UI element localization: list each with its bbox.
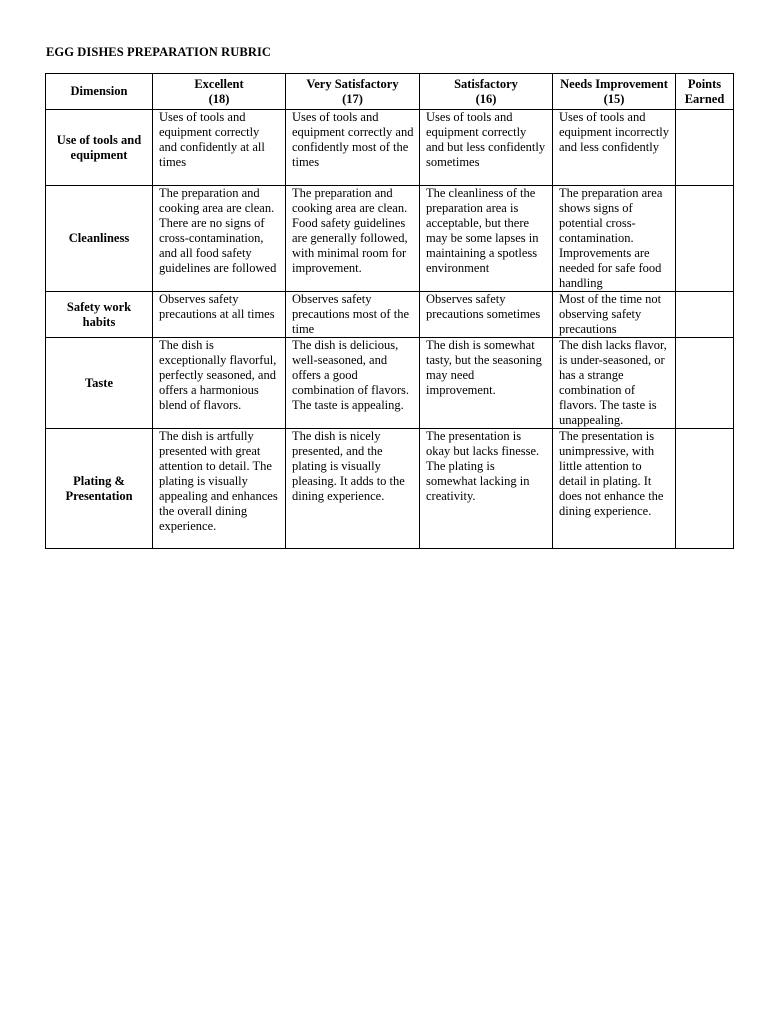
header-excellent: [153, 74, 286, 110]
header-points-earned: [676, 74, 734, 110]
cell-very-satisfactory: The dish is delicious, well-seasoned, and offers a good combination of flavors. The taste is appealing.: [286, 338, 420, 429]
cell-very-satisfactory: Uses of tools and equipment correctly and confidently most of the times: [286, 110, 420, 186]
header-very-satisfactory-label: Very Satisfactory: [306, 76, 399, 91]
cell-needs-improvement: Most of the time not observing safety precautions: [553, 292, 676, 338]
cell-very-satisfactory: The dish is nicely presented, and the plating is visually pleasing. It adds to the dining experience.: [286, 429, 420, 549]
cell-satisfactory: The dish is somewhat tasty, but the seasoning may need improvement.: [420, 338, 553, 429]
header-excellent-label: Excellent: [194, 76, 244, 91]
rubric-table: [45, 73, 734, 549]
table-row: [46, 292, 734, 338]
header-dimension-label: Dimension: [70, 84, 128, 98]
cell-points-earned: [676, 186, 734, 292]
row-dimension: Taste: [46, 338, 153, 429]
table-header-row: [46, 74, 734, 110]
table-row: [46, 338, 734, 429]
page-title: EGG DISHES PREPARATION RUBRIC: [46, 45, 272, 59]
header-satisfactory: [420, 74, 553, 110]
cell-satisfactory: The presentation is okay but lacks finesse. The plating is somewhat lacking in creativity.: [420, 429, 553, 549]
cell-needs-improvement: The dish lacks flavor, is under-seasoned, or has a strange combination of flavors. The taste is unappealing.: [553, 338, 676, 429]
cell-points-earned: [676, 429, 734, 549]
row-dimension: Cleanliness: [46, 186, 153, 292]
table-row: [46, 186, 734, 292]
header-very-satisfactory: [286, 74, 420, 110]
cell-needs-improvement: The preparation area shows signs of potential cross-contamination. Improvements are needed for safe food handling: [553, 186, 676, 292]
cell-needs-improvement: Uses of tools and equipment incorrectly and less confidently: [553, 110, 676, 186]
cell-satisfactory: The cleanliness of the preparation area is acceptable, but there may be some lapses in maintaining a spotless environment: [420, 186, 553, 292]
cell-points-earned: [676, 292, 734, 338]
header-needs-improvement: [553, 74, 676, 110]
cell-excellent: The dish is exceptionally flavorful, perfectly seasoned, and offers a harmonious blend of flavors.: [153, 338, 286, 429]
header-earned-label: Earned: [684, 91, 725, 106]
cell-very-satisfactory: Observes safety precautions most of the time: [286, 292, 420, 338]
header-dimension: [46, 74, 153, 110]
cell-excellent: Uses of tools and equipment correctly and confidently at all times: [153, 110, 286, 186]
cell-excellent: Observes safety precautions at all times: [153, 292, 286, 338]
row-dimension: Safety work habits: [46, 292, 153, 338]
header-excellent-score: (18): [208, 91, 230, 106]
cell-very-satisfactory: The preparation and cooking area are clean. Food safety guidelines are generally followed, with minimal room for improvement.: [286, 186, 420, 292]
header-very-satisfactory-score: (17): [342, 91, 363, 106]
header-satisfactory-score: (16): [475, 91, 497, 106]
header-satisfactory-label: Satisfactory: [454, 76, 518, 91]
table-row: [46, 429, 734, 549]
cell-excellent: The preparation and cooking area are clean. There are no signs of cross-contamination, and all food safety guidelines are followed: [153, 186, 286, 292]
header-points-label: Points: [687, 76, 722, 91]
cell-points-earned: [676, 338, 734, 429]
table-row: [46, 110, 734, 186]
cell-satisfactory: Uses of tools and equipment correctly and but less confidently sometimes: [420, 110, 553, 186]
header-needs-improvement-score: (15): [603, 91, 625, 106]
row-dimension: Use of tools and equipment: [46, 110, 153, 186]
header-needs-improvement-label: Needs Improvement: [560, 76, 668, 91]
cell-needs-improvement: The presentation is unimpressive, with little attention to detail in plating. It does not enhance the dining experience.: [553, 429, 676, 549]
cell-satisfactory: Observes safety precautions sometimes: [420, 292, 553, 338]
cell-excellent: The dish is artfully presented with great attention to detail. The plating is visually appealing and enhances the overall dining experience.: [153, 429, 286, 549]
row-dimension: Plating & Presentation: [46, 429, 153, 549]
cell-points-earned: [676, 110, 734, 186]
